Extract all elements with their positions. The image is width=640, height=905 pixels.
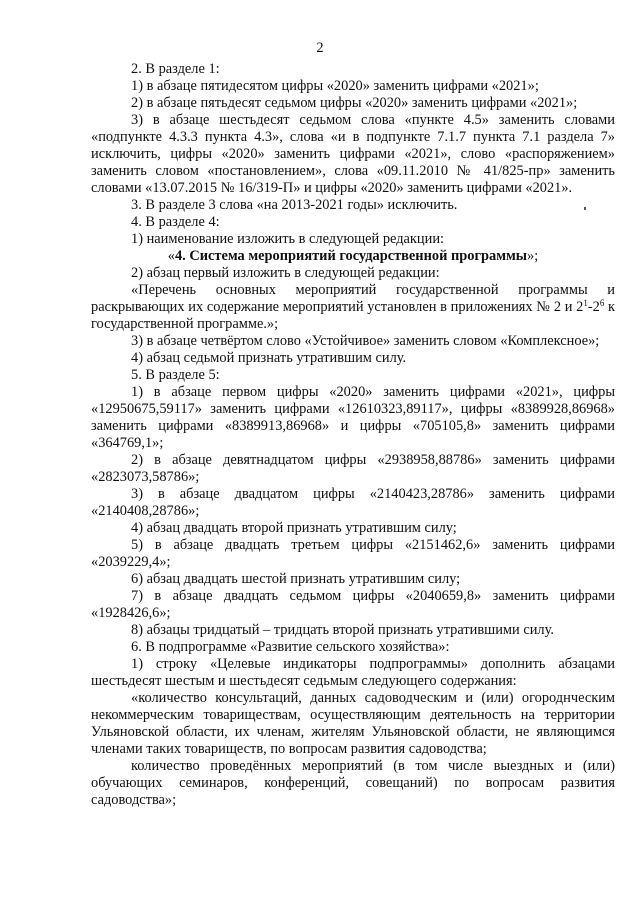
paragraph: 1) наименование изложить в следующей редакции: — [131, 231, 445, 247]
paragraph: 6. В подпрограмме «Развитие сельского хозяйства»: — [131, 639, 450, 655]
scan-speck — [584, 207, 586, 210]
section-title — [91, 248, 615, 265]
paragraph: количество проведённых мероприятий (в том числе выездных и (или) обучающих семинаров, конференций, совещаний) по вопросам развития садоводства»; — [91, 758, 615, 808]
paragraph: 2) абзац первый изложить в следующей редакции: — [131, 265, 440, 281]
document-body — [91, 61, 615, 809]
sup-text-before: «Перечень основных мероприятий государственной программы и раскрывающих их содержание мероприятий установлен в приложениях № 2 и 2 — [91, 282, 615, 315]
superscript: 1 — [583, 298, 588, 308]
paragraph: 5. В разделе 5: — [131, 367, 220, 383]
paragraph: 3) в абзаце шестьдесят седьмом слова «пункте 4.5» заменить словами «подпункте 4.3.3 пункта 4.3», слова «и в подпункте 7.1.7 пункта 7.1 раздела 7» исключить, цифры «2020» заменить цифрами «2021», слово «распоряжением» заменить словом «постановлением», слова «09.11.2010 № 41/825-пр» заменить словами «13.07.2015 № 16/319-П» и цифры «2020» заменить цифрами «2021». — [91, 112, 615, 196]
paragraph-with-superscript — [91, 282, 615, 333]
superscript: 6 — [599, 298, 605, 308]
paragraph: «количество консультаций, данных садоводческим и (или) огороднческим некоммерческим товариществам, осуществляющим деятельность на территории Ульяновской области, их членам, жителям Ульяновской области, не являющимся членами таких товариществ, по вопросам развития садоводства; — [91, 690, 615, 757]
paragraph: 1) в абзаце первом цифры «2020» заменить цифрами «2021», цифры «12950675,59117» заменить цифрами «12610323,89117», цифры «8389928,86968» заменить цифрами «8389913,86968» и цифры «705105,8» заменить цифрами «364769,1»; — [91, 384, 615, 451]
page-number: 2 — [316, 40, 324, 56]
paragraph: 2) в абзаце пятьдесят седьмом цифры «2020» заменить цифрами «2021»; — [131, 95, 578, 111]
section-title-bold: 4. Система мероприятий государственной программы — [174, 248, 528, 264]
paragraph: 3) в абзаце двадцатом цифры «2140423,28786» заменить цифрами «2140408,28786»; — [91, 486, 615, 519]
paragraph: 7) в абзаце двадцать седьмом цифры «2040659,8» заменить цифрами «1928426,6»; — [91, 588, 615, 621]
paragraph: 3) в абзаце четвёртом слово «Устойчивое» заменить словом «Комплексное»; — [131, 333, 600, 349]
paragraph: 2. В разделе 1: — [131, 61, 220, 77]
paragraph: 8) абзацы тридцатый – тридцать второй признать утратившими силу. — [131, 622, 554, 638]
paragraph: 4. В разделе 4: — [131, 214, 220, 230]
sup-text-after: к государственной программе.»; — [91, 299, 616, 332]
paragraph: 1) строку «Целевые индикаторы подпрограммы» дополнить абзацами шестьдесят шестым и шестьдесят седьмым следующего содержания: — [91, 656, 615, 689]
paragraph: 6) абзац двадцать шестой признать утратившим силу; — [131, 571, 461, 587]
paragraph: 4) абзац двадцать второй признать утратившим силу; — [131, 520, 457, 536]
paragraph: 3. В разделе 3 слова «на 2013-2021 годы» исключить. — [131, 197, 458, 213]
paragraph: 1) в абзаце пятидесятом цифры «2020» заменить цифрами «2021»; — [131, 78, 539, 94]
paragraph: 5) в абзаце двадцать третьем цифры «2151462,6» заменить цифрами «2039229,4»; — [91, 537, 615, 570]
section-title-close: »; — [527, 248, 539, 264]
sup-text-mid: -2 — [587, 299, 600, 315]
section-title-open: « — [167, 248, 175, 264]
paragraph: 2) в абзаце девятнадцатом цифры «2938958,88786» заменить цифрами «2823073,58786»; — [91, 452, 615, 485]
paragraph: 4) абзац седьмой признать утратившим силу. — [131, 350, 407, 366]
